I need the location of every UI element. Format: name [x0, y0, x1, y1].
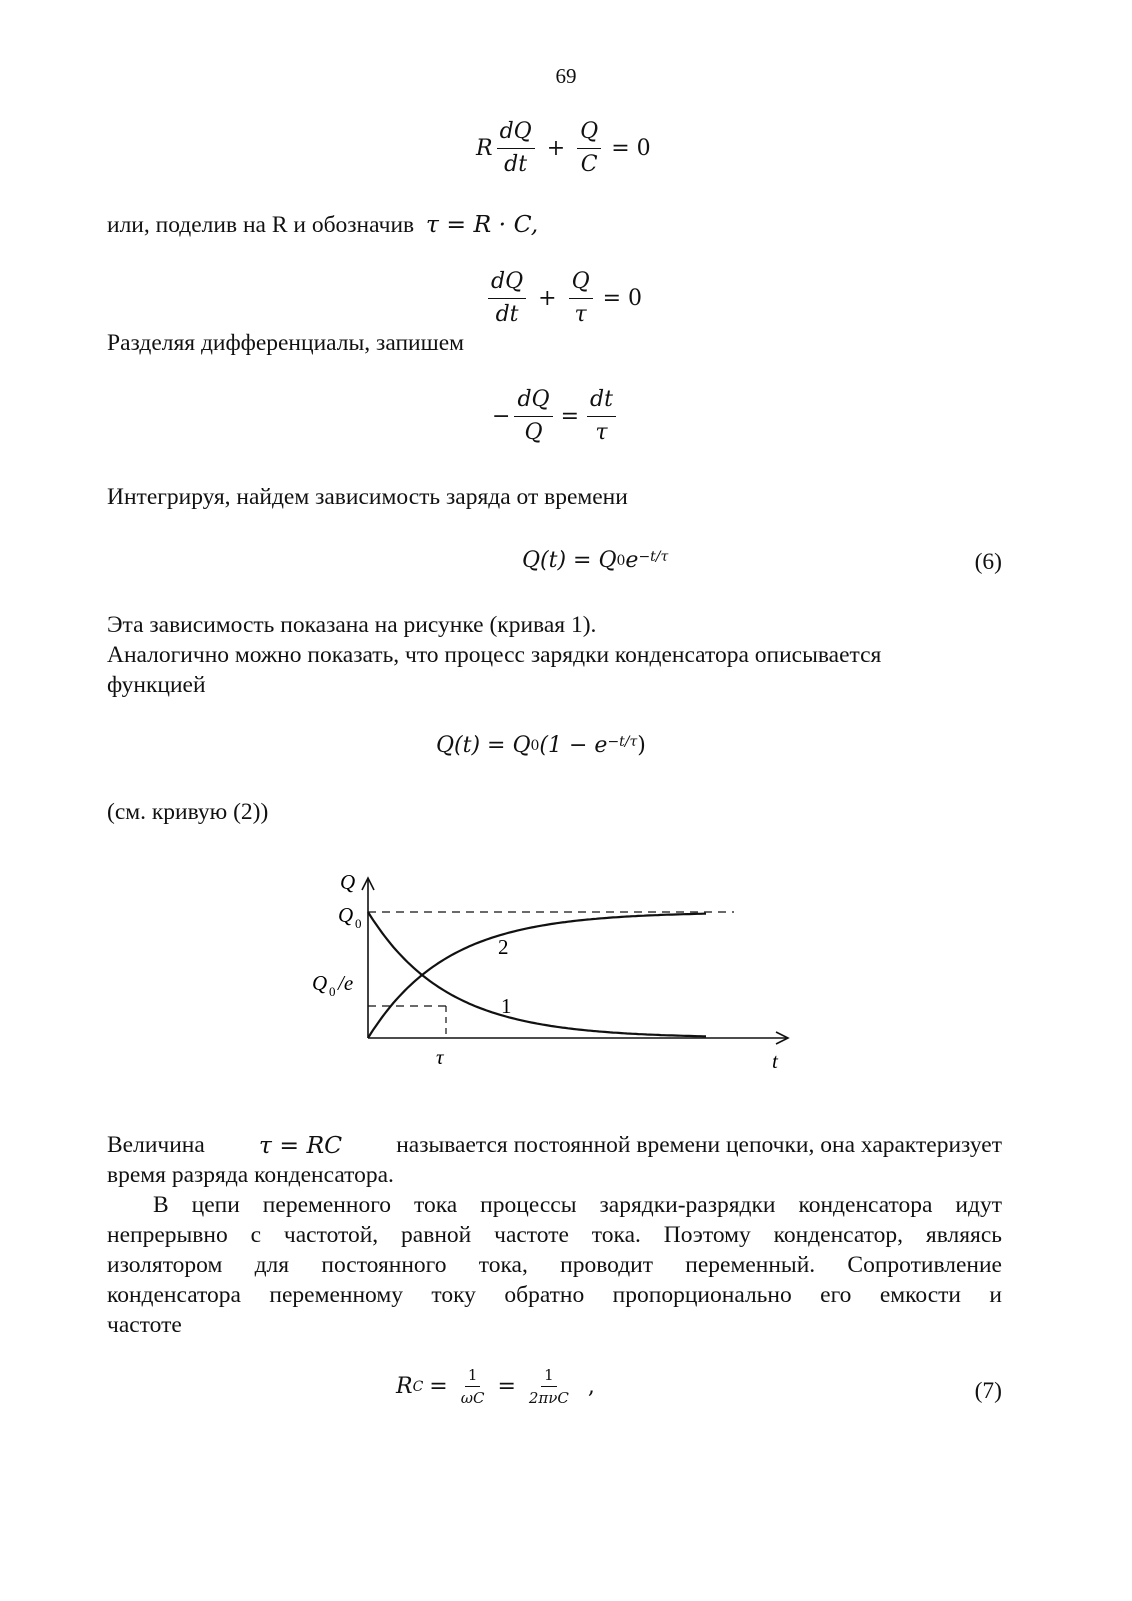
eq2-num1: dQ — [488, 268, 526, 299]
text-line-1 — [107, 209, 538, 240]
eq2-rhs: = 0 — [602, 286, 643, 311]
y-axis-label: Q — [340, 870, 356, 894]
eq3-den2: τ — [595, 420, 608, 445]
text-line-5b: функцией — [107, 672, 206, 698]
eq7-fraction-1 — [458, 1366, 488, 1407]
eq1-fraction-1 — [497, 118, 535, 179]
text7-rest: называется постоянной времени цепочки, она характеризует — [396, 1132, 1002, 1158]
curve-2-charge — [368, 914, 706, 1038]
eq1-den2: C — [580, 152, 598, 177]
eq7-fraction-2 — [526, 1366, 572, 1407]
equation-number-6: (6) — [974, 549, 1002, 575]
text-line-5a: Аналогично можно показать, что процесс зарядки конденсатора описывается — [107, 642, 882, 668]
text-line-4: Эта зависимость показана на рисунке (кривая 1). — [107, 612, 597, 638]
q0e-suffix: /e — [338, 971, 354, 995]
text-line-7b: время разряда конденсатора. — [107, 1162, 394, 1188]
eq3-fraction-2 — [587, 386, 616, 447]
eq7-den1: ωC — [460, 1389, 485, 1407]
text-line-3: Интегрируя, найдем зависимость заряда от времени — [107, 484, 628, 510]
eq2-den2: τ — [574, 302, 587, 327]
eq7-equals-1: = — [429, 1374, 448, 1399]
equation-2 — [484, 268, 642, 329]
eq2-fraction-2 — [569, 268, 593, 329]
eq1-num1: dQ — [497, 118, 535, 149]
para-line-1: В цепи переменного тока процессы зарядки-разрядки конденсатора идут — [153, 1192, 1002, 1218]
paragraph — [107, 1190, 1002, 1340]
eq3-den1: Q — [524, 420, 543, 445]
text1-math: τ = R · C, — [425, 210, 539, 238]
eq4-sub: 0 — [616, 552, 626, 569]
q0e-label: Q — [312, 971, 328, 995]
text7-math: τ = RC — [258, 1131, 343, 1159]
eq1-num2: Q — [577, 118, 601, 149]
eq7-equals-2: = — [497, 1374, 516, 1399]
text-line-6: (см. кривую (2)) — [107, 799, 269, 825]
tau-label: τ — [436, 1045, 444, 1069]
curve-1-label: 1 — [501, 994, 512, 1018]
equation-1 — [476, 118, 651, 179]
equation-number-7: (7) — [974, 1378, 1002, 1404]
eq1-rhs: = 0 — [611, 136, 651, 161]
equation-5 — [436, 733, 646, 758]
eq3-equals: = — [560, 404, 579, 429]
eq5-mid: (1 − e — [539, 733, 608, 758]
eq5-exp: −t/τ — [607, 733, 638, 750]
charge-discharge-plot — [300, 862, 820, 1082]
eq7-num1: 1 — [465, 1366, 481, 1387]
eq3-fraction-1 — [514, 386, 552, 447]
eq2-num2: Q — [569, 268, 593, 299]
equation-4 — [522, 548, 668, 573]
eq5-lhs: Q(t) = Q — [436, 733, 531, 758]
eq3-num2: dt — [587, 386, 616, 417]
page-number: 69 — [555, 64, 577, 88]
text-line-7 — [107, 1130, 1002, 1160]
q0-sub: 0 — [355, 916, 362, 931]
eq3-minus: − — [492, 404, 511, 429]
equation-3 — [492, 386, 620, 447]
eq1-plus: + — [546, 136, 566, 161]
charge-discharge-figure — [300, 862, 820, 1082]
q0-label: Q — [338, 903, 354, 927]
text7-prefix: Величина — [107, 1132, 205, 1158]
eq4-exp: −t/τ — [638, 548, 669, 565]
para-line-5: частоте — [107, 1312, 182, 1338]
eq2-fraction-1 — [488, 268, 526, 329]
t-axis-label: t — [772, 1049, 778, 1073]
curve-1-discharge — [368, 912, 706, 1036]
para-line-3: изолятором для постоянного тока, проводит переменный. Сопротивление — [107, 1252, 1002, 1278]
equation-7 — [396, 1366, 595, 1407]
eq7-sub: C — [412, 1378, 424, 1395]
eq2-plus: + — [538, 286, 557, 311]
eq5-close: ) — [637, 733, 646, 758]
curve-2-label: 2 — [498, 935, 509, 959]
eq4-e: e — [625, 548, 639, 573]
text1-prefix: или, поделив на R и обозначив — [107, 212, 415, 238]
eq1-r: R — [476, 136, 493, 161]
eq4-lhs: Q(t) = Q — [522, 548, 617, 573]
para-line-2: непрерывно с частотой, равной частоте тока. Поэтому конденсатор, являясь — [107, 1222, 1002, 1248]
eq1-fraction-2 — [577, 118, 601, 179]
eq5-sub: 0 — [530, 737, 540, 754]
eq7-r: R — [396, 1374, 413, 1399]
eq7-num2: 1 — [541, 1366, 557, 1387]
eq3-num1: dQ — [514, 386, 552, 417]
eq1-den1: dt — [504, 152, 528, 177]
eq2-den1: dt — [495, 302, 519, 327]
q0e-sub: 0 — [329, 984, 336, 999]
text-line-2: Разделяя дифференциалы, запишем — [107, 330, 465, 356]
para-line-4: конденсатора переменному току обратно пропорционально его емкости и — [107, 1282, 1002, 1308]
eq7-den2: 2πνC — [528, 1389, 569, 1407]
eq7-comma: , — [587, 1374, 595, 1399]
